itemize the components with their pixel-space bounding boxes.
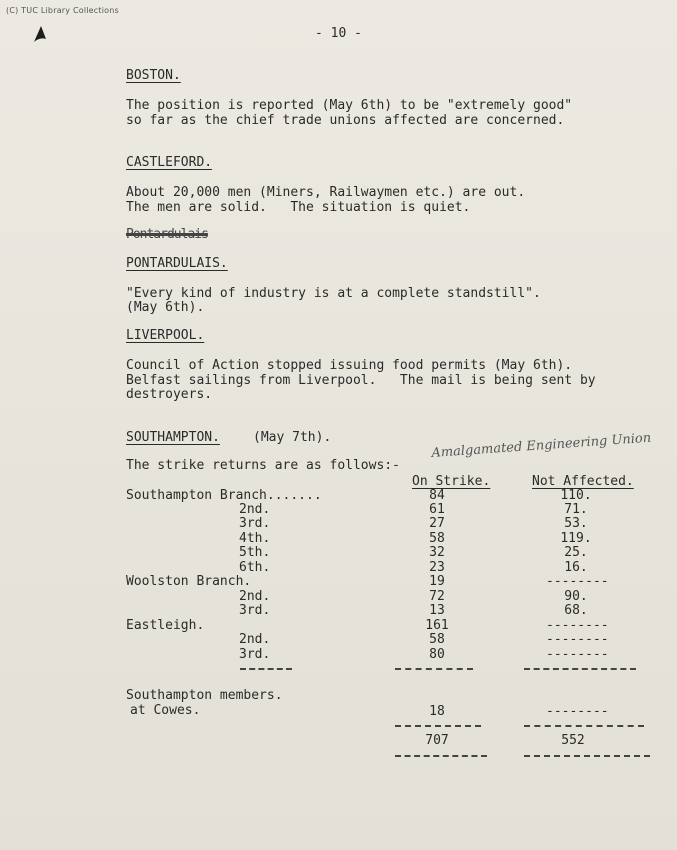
not-affected-value: -------- [546, 704, 609, 719]
heading-castleford: CASTLEFORD. [126, 155, 213, 170]
row-label: Eastleigh. [126, 618, 205, 633]
copyright-notice: (C) TUC Library Collections [6, 6, 119, 15]
not-affected-value: -------- [546, 647, 609, 662]
castleford-line-2: The men are solid. The situation is quiet. [126, 200, 471, 215]
liverpool-line-2: Belfast sailings from Liverpool. The mail is being sent by [126, 373, 596, 388]
on-strike-value: 32 [429, 545, 445, 560]
on-strike-value: 80 [429, 647, 445, 662]
on-strike-value: 58 [429, 531, 445, 546]
table-row [0, 516, 677, 531]
column-header-on-strike: On Strike. [412, 474, 491, 489]
heading-southampton: SOUTHAMPTON. [126, 430, 220, 445]
not-affected-value: 71. [564, 502, 588, 517]
on-strike-value: 161 [425, 618, 449, 633]
table-row [0, 574, 677, 589]
table-row [0, 603, 677, 618]
on-strike-value: 27 [429, 516, 445, 531]
not-affected-value: 119. [560, 531, 592, 546]
row-label: Woolston Branch. [126, 574, 252, 589]
table-row [0, 488, 677, 503]
row-label: Southampton Branch....... [126, 488, 322, 503]
heading-boston: BOSTON. [126, 68, 181, 83]
southampton-date: (May 7th). [253, 430, 332, 445]
table-row-total [0, 733, 677, 748]
on-strike-value: 13 [429, 603, 445, 618]
on-strike-value: 23 [429, 560, 445, 575]
row-label: 2nd. [239, 589, 271, 604]
row-label: 3rd. [239, 516, 271, 531]
table-row [0, 545, 677, 560]
pontardulais-line-2: (May 6th). [126, 300, 205, 315]
not-affected-value: 68. [564, 603, 588, 618]
cowes-label-line-2: at Cowes. [130, 703, 201, 718]
not-affected-value: 110. [560, 488, 592, 503]
table-row [0, 502, 677, 517]
pontardulais-line-1: "Every kind of industry is at a complete standstill". [126, 286, 541, 301]
liverpool-line-3: destroyers. [126, 387, 213, 402]
page-number: - 10 - [315, 26, 362, 41]
table-row [0, 531, 677, 546]
struck-out-heading: Pontardulais [126, 227, 208, 242]
row-label: 2nd. [239, 632, 271, 647]
on-strike-value: 58 [429, 632, 445, 647]
row-label: 6th. [239, 560, 271, 575]
not-affected-value: 53. [564, 516, 588, 531]
boston-line-2: so far as the chief trade unions affected are concerned. [126, 113, 565, 128]
on-strike-value: 84 [429, 488, 445, 503]
separator-line [395, 755, 487, 757]
row-label: 5th. [239, 545, 271, 560]
row-label: 2nd. [239, 502, 271, 517]
separator-line [240, 668, 292, 670]
not-affected-value: 90. [564, 589, 588, 604]
not-affected-value: 16. [564, 560, 588, 575]
not-affected-value: 25. [564, 545, 588, 560]
table-row [0, 589, 677, 604]
handwritten-annotation: Amalgamated Engineering Union [430, 430, 652, 461]
separator-line [395, 668, 473, 670]
not-affected-value: -------- [546, 574, 609, 589]
table-row [0, 632, 677, 647]
liverpool-line-1: Council of Action stopped issuing food permits (May 6th). [126, 358, 573, 373]
table-row [0, 618, 677, 633]
heading-pontardulais: PONTARDULAIS. [126, 256, 228, 271]
separator-line [524, 668, 636, 670]
heading-liverpool: LIVERPOOL. [126, 328, 205, 343]
castleford-line-1: About 20,000 men (Miners, Railwaymen etc.) are out. [126, 185, 526, 200]
total-not-affected: 552 [561, 733, 585, 748]
table-row [0, 560, 677, 575]
on-strike-value: 18 [429, 704, 445, 719]
separator-line [395, 725, 481, 727]
on-strike-value: 19 [429, 574, 445, 589]
southampton-intro: The strike returns are as follows:- [126, 458, 400, 473]
not-affected-value: -------- [546, 632, 609, 647]
row-label: 4th. [239, 531, 271, 546]
table-row [0, 647, 677, 662]
row-label: 3rd. [239, 647, 271, 662]
on-strike-value: 61 [429, 502, 445, 517]
row-label: 3rd. [239, 603, 271, 618]
not-affected-value: -------- [546, 618, 609, 633]
separator-line [524, 725, 644, 727]
column-header-not-affected: Not Affected. [532, 474, 634, 489]
boston-line-1: The position is reported (May 6th) to be "extremely good" [126, 98, 573, 113]
on-strike-value: 72 [429, 589, 445, 604]
total-on-strike: 707 [425, 733, 449, 748]
separator-line [524, 755, 650, 757]
table-row-cowes [0, 704, 677, 719]
cowes-label-line-1: Southampton members. [126, 688, 283, 703]
